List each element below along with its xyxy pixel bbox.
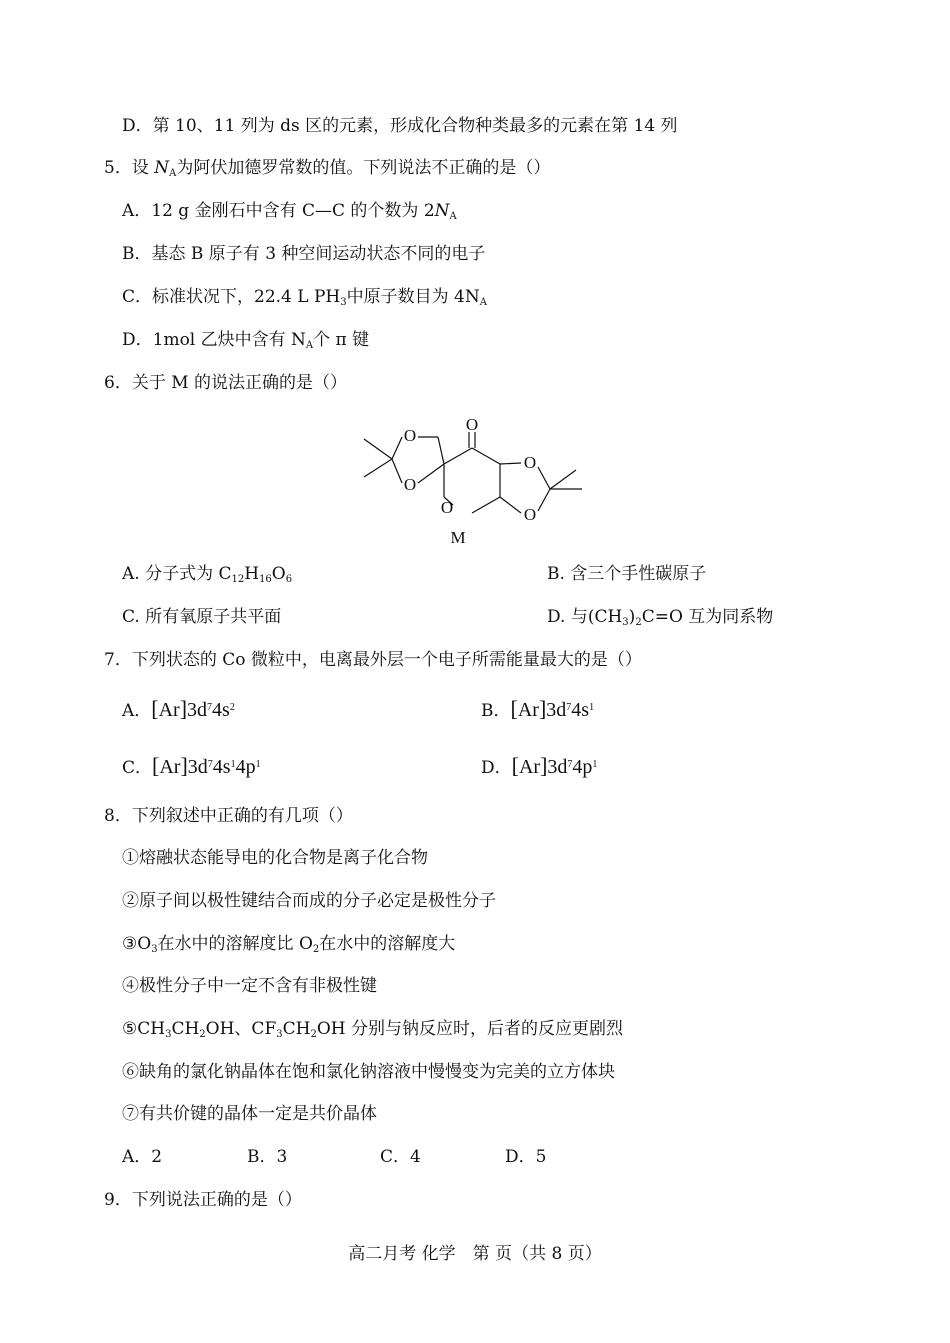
molecule-m-structure <box>350 412 600 552</box>
q6-option-b: B. 含三个手性碳原子 <box>547 564 707 584</box>
q6-option-d: D. 与$(CH_3)_2C=O$ 互为同系物 <box>547 607 774 628</box>
oxygen-atom-label: O <box>523 505 537 524</box>
q8-item-3: $③O_3$在水中的溶解度比 $O_2$在水中的溶解度大 <box>122 934 456 955</box>
q6-option-c: C. 所有氧原子共平面 <box>122 607 282 627</box>
oxygen-atom-label: O <box>403 426 417 445</box>
q8-option-b: B．3 <box>247 1147 288 1167</box>
q6-stem: 6．关于 M 的说法正确的是（） <box>104 373 348 393</box>
q5-stem: 5．设 $N_A$为阿伏加德罗常数的值。下列说法不正确的是（） <box>104 158 551 179</box>
q8-item-7: ⑦有共价键的晶体一定是共价晶体 <box>122 1104 377 1124</box>
q8-item-5: $⑤CH_3CH_2OH$、$CF_3CH_2OH$ 分别与钠反应时，后者的反应更剧烈 <box>122 1019 624 1040</box>
q5-option-d: D．1mol 乙炔中含有 $N_A$个 π 键 <box>122 330 370 351</box>
oxygen-atom-label: O <box>465 415 479 434</box>
q6-option-a: A. 分子式为 $C_{12}H_{16}O_6$ <box>122 564 293 585</box>
oxygen-atom-label: O <box>440 498 454 517</box>
q7-option-d: D．$[Ar]3d^74p^1$ <box>481 753 598 778</box>
q8-item-4: ④极性分子中一定不含有非极性键 <box>122 976 377 996</box>
q7-option-c: C．$[Ar]3d^74s^14p^1$ <box>122 753 261 778</box>
q5-option-b: B．基态 B 原子有 3 种空间运动状态不同的电子 <box>122 244 486 264</box>
q8-item-1: ①熔融状态能导电的化合物是离子化合物 <box>122 848 428 868</box>
q8-stem: 8．下列叙述中正确的有几项（） <box>104 806 353 826</box>
q7-option-a: A．$[Ar]3d^74s^2$ <box>122 696 235 721</box>
q8-option-a: A．2 <box>122 1147 163 1167</box>
oxygen-atom-label: O <box>523 453 537 472</box>
q7-stem: 7．下列状态的 Co 微粒中，电离最外层一个电子所需能量最大的是（） <box>104 650 642 670</box>
q8-option-d: D．5 <box>505 1147 547 1167</box>
q9-stem: 9．下列说法正确的是（） <box>104 1190 302 1210</box>
q4-option-d: D．第 10、11 列为 ds 区的元素，形成化合物种类最多的元素在第 14 列 <box>122 116 678 136</box>
q8-item-2: ②原子间以极性键结合而成的分子必定是极性分子 <box>122 891 496 911</box>
q8-option-c: C．4 <box>380 1147 421 1167</box>
q5-option-a: A．12 g 金刚石中含有 C—C 的个数为 $2N_A$ <box>122 201 457 222</box>
q8-item-6: ⑥缺角的氯化钠晶体在饱和氯化钠溶液中慢慢变为完美的立方体块 <box>122 1062 615 1082</box>
page-footer: 高二月考 化学 第 页（共 8 页） <box>348 1244 602 1264</box>
molecule-label: M <box>450 528 466 547</box>
oxygen-atom-label: O <box>403 475 417 494</box>
q5-option-c: C．标准状况下，22.4 L $PH_3$中原子数目为 $4N_A$ <box>122 287 487 308</box>
q7-option-b: B．$[Ar]3d^74s^1$ <box>481 696 595 721</box>
